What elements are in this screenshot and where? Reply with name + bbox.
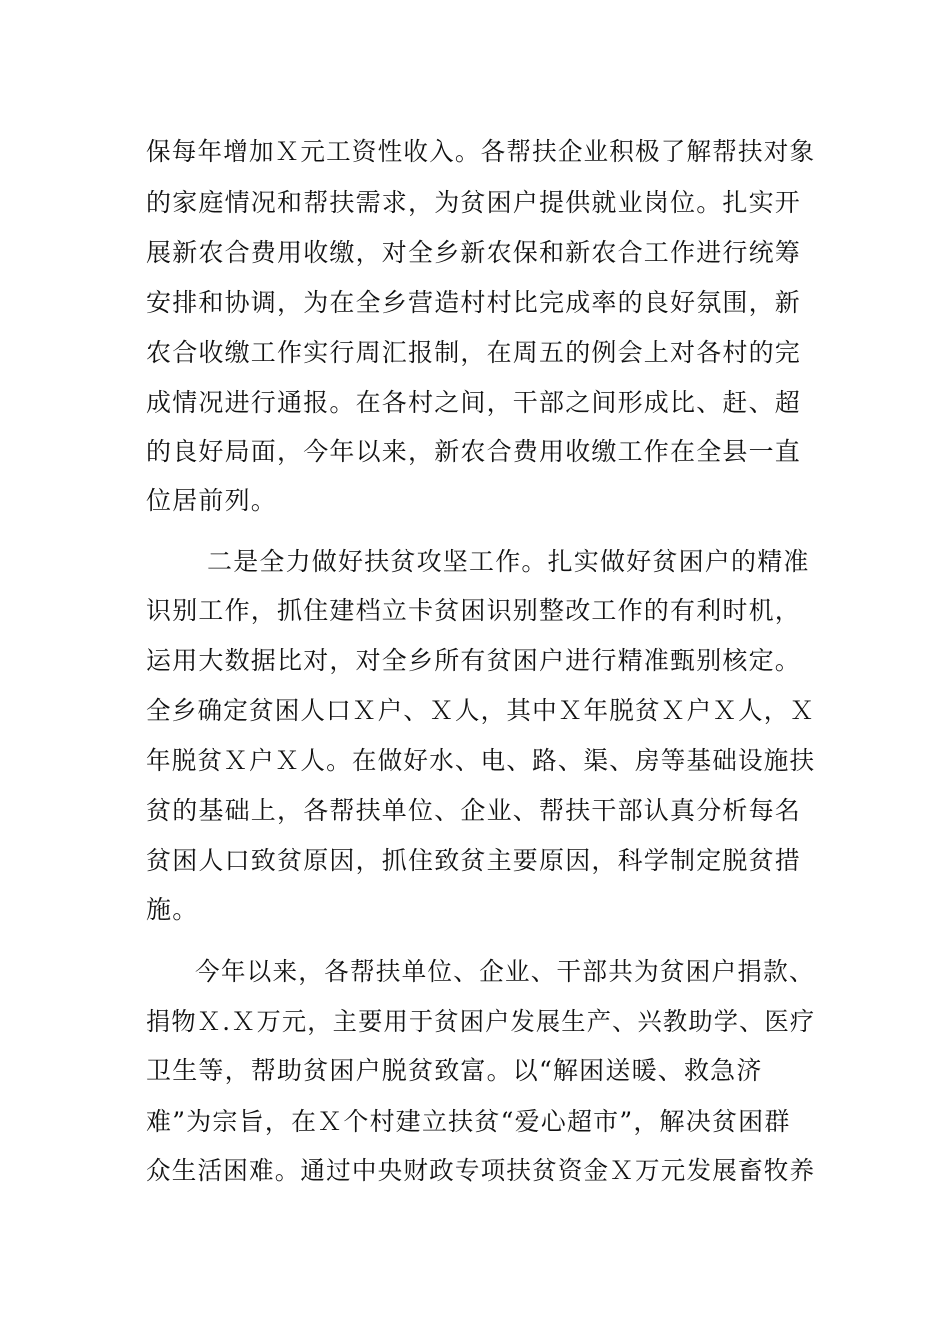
paragraph-first-line: 今年以来，各帮扶单位、企业、干部共为贫困户捐款、 [195,957,815,986]
text-line: 位居前列。 [146,486,278,515]
text-line: 施。 [146,895,199,924]
text-line: 年脱贫Ｘ户Ｘ人。在做好水、电、路、渠、房等基础设施扶 [146,746,816,775]
text-line: 展新农合费用收缴，对全乡新农保和新农合工作进行统筹 [146,238,802,267]
paragraph-first-line: 二是全力做好扶贫攻坚工作。扎实做好贫困户的精准 [207,547,810,576]
text-line: 识别工作，抓住建档立卡贫困识别整改工作的有利时机， [146,596,802,625]
text-line: 安排和协调，为在全乡营造村村比完成率的良好氛围，新 [146,288,802,317]
text-line: 全乡确定贫困人口Ｘ户、Ｘ人，其中Ｘ年脱贫Ｘ户Ｘ人，Ｘ [146,696,816,725]
text-line: 难”为宗旨，在Ｘ个村建立扶贫“爱心超市”，解决贫困群 [146,1107,791,1136]
text-line: 的良好局面，今年以来，新农合费用收缴工作在全县一直 [146,437,802,466]
text-line: 贫的基础上，各帮扶单位、企业、帮扶干部认真分析每名 [146,796,802,825]
text-line: 成情况进行通报。在各村之间，干部之间形成比、赶、超 [146,388,802,417]
text-line: 卫生等，帮助贫困户脱贫致富。以“解困送暖、救急济 [146,1056,763,1085]
text-line: 保每年增加Ｘ元工资性收入。各帮扶企业积极了解帮扶对象 [146,137,816,166]
text-line: 的家庭情况和帮扶需求，为贫困户提供就业岗位。扎实开 [146,188,802,217]
text-line: 农合收缴工作实行周汇报制，在周五的例会上对各村的完 [146,338,802,367]
text-line: 捐物Ｘ.Ｘ万元，主要用于贫困户发展生产、兴教助学、医疗 [146,1007,816,1036]
text-line: 运用大数据比对，对全乡所有贫困户进行精准甄别核定。 [146,646,802,675]
text-line: 众生活困难。通过中央财政专项扶贫资金Ｘ万元发展畜牧养 [146,1156,816,1185]
text-line: 贫困人口致贫原因，抓住致贫主要原因，科学制定脱贫措 [146,846,802,875]
